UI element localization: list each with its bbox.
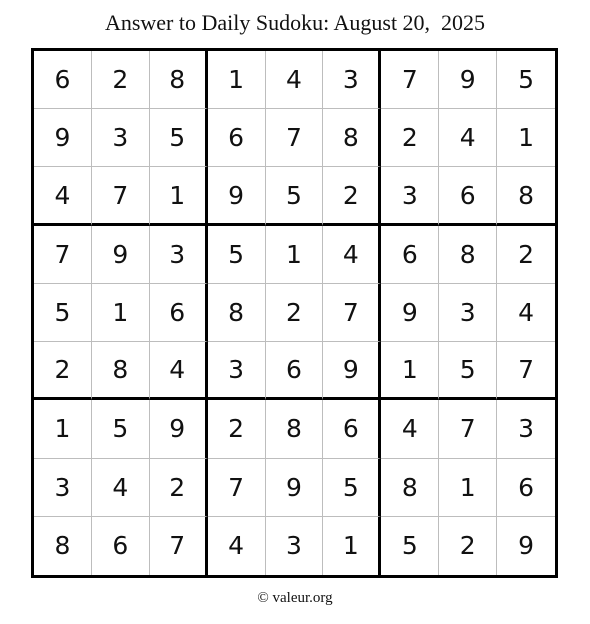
- sudoku-cell: 3: [92, 109, 150, 167]
- sudoku-cell: 5: [150, 109, 208, 167]
- page-title: Answer to Daily Sudoku: August 20, 2025: [104, 10, 486, 35]
- sudoku-cell: 4: [208, 517, 266, 575]
- sudoku-cell: 6: [439, 167, 497, 225]
- sudoku-cell: 9: [34, 109, 92, 167]
- sudoku-cell: 6: [266, 342, 324, 400]
- sudoku-cell: 4: [92, 459, 150, 517]
- sudoku-cell: 7: [497, 342, 555, 400]
- sudoku-cell: 2: [150, 459, 208, 517]
- sudoku-cell: 9: [92, 226, 150, 284]
- sudoku-cell: 7: [381, 51, 439, 109]
- sudoku-cell: 3: [497, 400, 555, 458]
- sudoku-cell: 6: [92, 517, 150, 575]
- sudoku-cell: 6: [381, 226, 439, 284]
- sudoku-cell: 6: [208, 109, 266, 167]
- sudoku-cell: 3: [439, 284, 497, 342]
- sudoku-cell: 7: [208, 459, 266, 517]
- sudoku-cell: 7: [323, 284, 381, 342]
- copyright-footer: © valeur.org: [257, 590, 333, 606]
- sudoku-cell: 3: [34, 459, 92, 517]
- sudoku-cell: 5: [439, 342, 497, 400]
- sudoku-cell: 2: [266, 284, 324, 342]
- sudoku-cell: 1: [208, 51, 266, 109]
- sudoku-cell: 8: [150, 51, 208, 109]
- sudoku-cell: 5: [92, 400, 150, 458]
- sudoku-cell: 3: [381, 167, 439, 225]
- sudoku-cell: 9: [323, 342, 381, 400]
- sudoku-cell: 4: [439, 109, 497, 167]
- sudoku-cell: 1: [381, 342, 439, 400]
- sudoku-cell: 1: [439, 459, 497, 517]
- sudoku-cell: 4: [34, 167, 92, 225]
- sudoku-cell: 9: [381, 284, 439, 342]
- sudoku-cell: 5: [34, 284, 92, 342]
- sudoku-cell: 2: [323, 167, 381, 225]
- sudoku-cell: 8: [381, 459, 439, 517]
- sudoku-cell: 1: [34, 400, 92, 458]
- sudoku-cell: 8: [208, 284, 266, 342]
- sudoku-cell: 2: [497, 226, 555, 284]
- sudoku-cell: 9: [439, 51, 497, 109]
- sudoku-cell: 2: [381, 109, 439, 167]
- sudoku-cell: 4: [497, 284, 555, 342]
- sudoku-cell: 7: [266, 109, 324, 167]
- sudoku-board: [31, 48, 558, 578]
- sudoku-cell: 5: [497, 51, 555, 109]
- sudoku-cell: 9: [518, 531, 534, 561]
- sudoku-cell: 4: [266, 51, 324, 109]
- sudoku-cell: 1: [323, 517, 381, 575]
- sudoku-cell: 2: [208, 400, 266, 458]
- sudoku-cell: 5: [266, 167, 324, 225]
- sudoku-cell: 6: [323, 400, 381, 458]
- sudoku-cell: 8: [34, 517, 92, 575]
- sudoku-cell: 8: [497, 167, 555, 225]
- sudoku-cell: 1: [92, 284, 150, 342]
- sudoku-cell: 1: [150, 167, 208, 225]
- sudoku-cell: 2: [439, 517, 497, 575]
- sudoku-cell: 7: [34, 226, 92, 284]
- sudoku-cell: 1: [266, 226, 324, 284]
- sudoku-cell: 4: [381, 400, 439, 458]
- sudoku-cell: 5: [381, 517, 439, 575]
- sudoku-cell: 7: [92, 167, 150, 225]
- sudoku-cell: 6: [34, 51, 92, 109]
- sudoku-cell: 9: [150, 400, 208, 458]
- sudoku-cell: 7: [439, 400, 497, 458]
- sudoku-cell: 9: [208, 167, 266, 225]
- sudoku-cell: 6: [150, 284, 208, 342]
- sudoku-cell: 7: [150, 517, 208, 575]
- sudoku-cell: 2: [92, 51, 150, 109]
- sudoku-cell: 4: [150, 342, 208, 400]
- sudoku-cell: 3: [208, 342, 266, 400]
- sudoku-cell: 8: [92, 342, 150, 400]
- sudoku-cell: 3: [150, 226, 208, 284]
- sudoku-cell: 6: [497, 459, 555, 517]
- sudoku-cell: 1: [497, 109, 555, 167]
- sudoku-cell: 5: [323, 459, 381, 517]
- sudoku-cell: 3: [266, 517, 324, 575]
- sudoku-cell: 4: [323, 226, 381, 284]
- sudoku-cell: 8: [439, 226, 497, 284]
- sudoku-cell: 8: [266, 400, 324, 458]
- sudoku-cell: 2: [34, 342, 92, 400]
- sudoku-cell: 3: [323, 51, 381, 109]
- sudoku-cell: 5: [208, 226, 266, 284]
- sudoku-cell: 9: [266, 459, 324, 517]
- sudoku-cell: 8: [323, 109, 381, 167]
